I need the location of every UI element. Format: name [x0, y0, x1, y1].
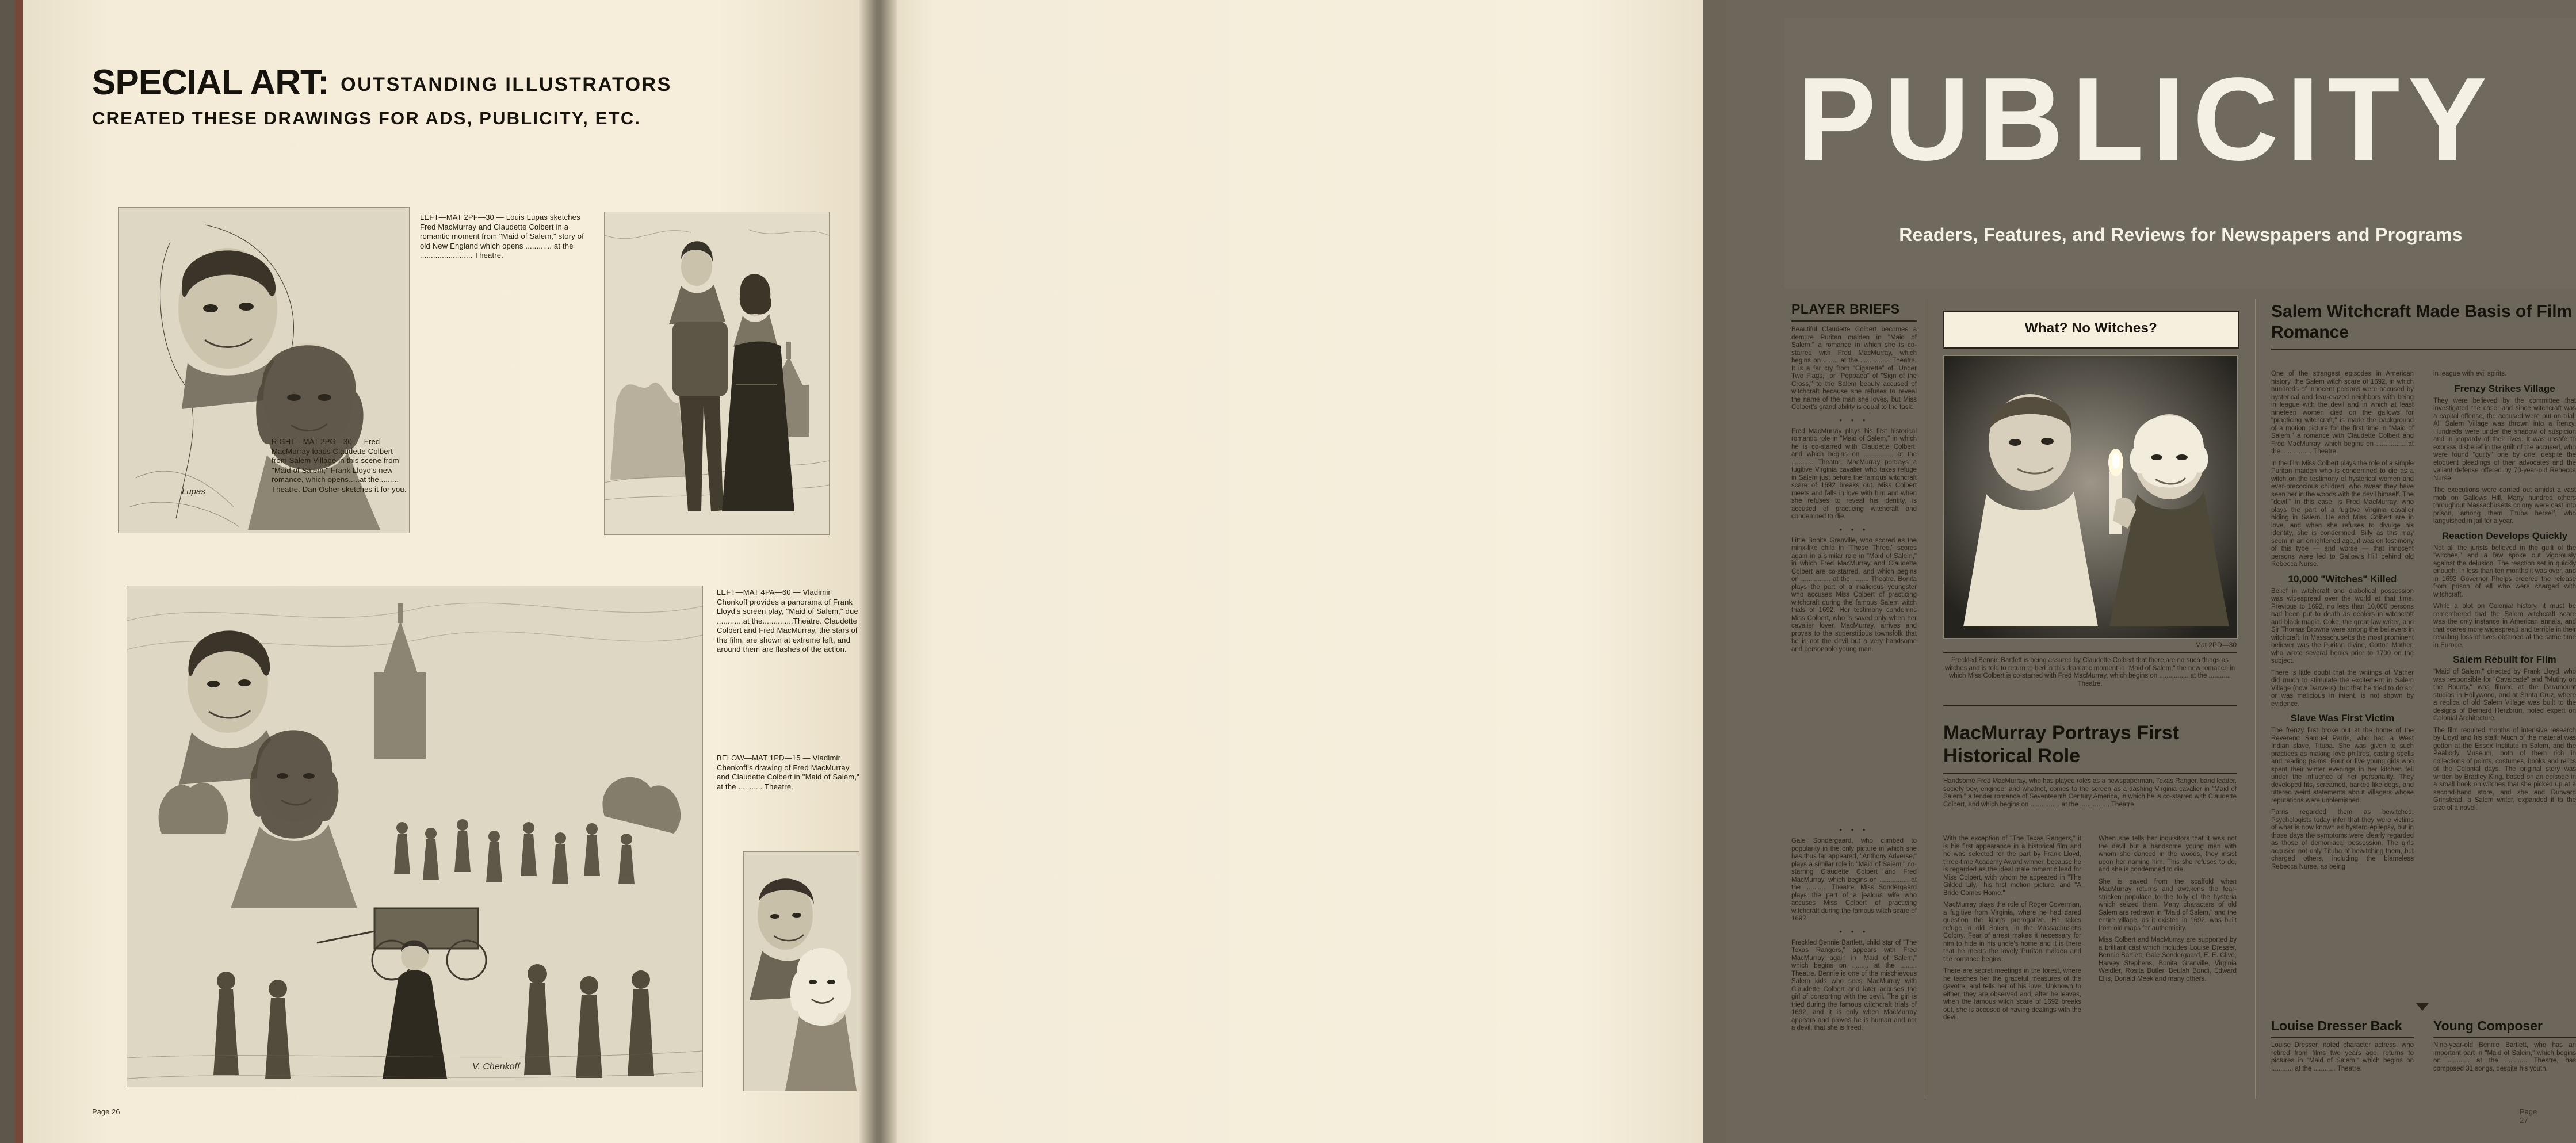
- salem-heading-frenzy: Frenzy Strikes Village: [2454, 383, 2555, 394]
- player-briefs-section: [1791, 301, 1917, 657]
- salem-title-underline: [2271, 349, 2576, 350]
- masthead-title: PUBLICITY: [1797, 53, 2495, 185]
- salem-heading-rebuilt: Salem Rebuilt for Film: [2453, 654, 2556, 665]
- salem-heading-10000: 10,000 "Witches" Killed: [2288, 573, 2397, 584]
- salem-sec9-text: "Maid of Salem," directed by Frank Lloyd, who was responsible for "Cavalcade" and "Mutiny on the Bounty," was filmed at the Paramount studios in Hollywood, and at Santa Cruz, where a replica of old Salem Village was built to the designs of Bernard Herzbrun, noted expert on Colonial Architecture.: [2433, 668, 2576, 722]
- paragraph-separator-4: • • •: [1839, 927, 1869, 936]
- young-composer-brief: [2433, 1018, 2576, 1077]
- paragraph-separator-2: • • •: [1839, 525, 1869, 534]
- salem-heading-slave: Slave Was First Victim: [2290, 713, 2395, 724]
- illustration-village-couple-svg: [605, 212, 829, 534]
- player-briefs-underline: [1791, 320, 1917, 322]
- salem-sec2-text: Belief in witchcraft and diabolical possession was widespread over the world at that time. Previous to 1692, no less than 10,000 persons had been put to death as dealers in witchcraft and black magic. Coke, the great law writer, and Sir Thomas Browne were among the believers in witchcraft. In Massachusetts the most prominent believer was the Puritan divine, Cotton Mather, who wrote several books prior to 1700 on the subject.: [2271, 587, 2414, 664]
- caption-right-2pg: RIGHT—MAT 2PG—30 — Fred MacMurray loads Claudette Colbert from Salem Village in this scene from "Maid of Salem," Frank Lloyd's new romance, which opens.....at the......... Theatre. Dan Osher sketches it for you.: [272, 437, 407, 494]
- louise-dresser-underline: [2271, 1037, 2414, 1038]
- publicity-masthead: [1784, 18, 2576, 289]
- illustration-couple-portrait-small: [743, 851, 859, 1091]
- paragraph-separator-3: • • •: [1839, 825, 1869, 834]
- photo-caption-rule-bottom: [1943, 705, 2237, 706]
- section-divider-triangle: [2416, 1003, 2429, 1011]
- macmurray-article: [1943, 721, 2237, 813]
- salem-lead: One of the strangest episodes in American history, the Salem witch scare of 1692, in which hundreds of innocent persons were accused by hysterical and fear-crazed neighbors with being in league with the devil and in which at least nineteen women died on the gallows for "practicing witchcraft," is made the background of a motion picture for the first time in "Maid of Salem," a romance with Claudette Colbert and Fred MacMurray, which begins on ................ at the ................ Theatre.: [2271, 370, 2414, 455]
- paragraph-separator-1: • • •: [1839, 415, 1869, 425]
- macmurray-p7: Miss Colbert and MacMurray are supported by a brilliant cast which includes Louise Dresser, Bennie Bartlett, Gale Sondergaard, E. E. Clive, Harvey Stephens, Bonita Granville, Virginia Weidler, Rosita Butler, Beulah Bondi, Edward Ellis, Donald Meek and many others.: [2099, 936, 2237, 983]
- player-briefs-p4: Gale Sondergaard, who climbed to popularity in the only picture in which she has thus far appeared, "Anthony Adverse," plays a similar role in "Maid of Salem," co-starring Claudette Colbert and Fred MacMurray, which begins on ................ at the ............ Theatre. Miss Sondergaard plays the part of a jealous wife who accuses Miss Colbert of practicing witchcraft during the famous witch scare of 1692.: [1791, 838, 1917, 922]
- caption-left-4pa: LEFT—MAT 4PA—60 — Vladimir Chenkoff provides a panorama of Frank Lloyd's screen play, "Maid of Salem," due ............at the..............Theatre. Claudette Colbert and Fred MacMurray, the stars of the film, are shown at extreme left, and around them are flashes of the action.: [717, 588, 858, 653]
- photo-credit: Mat 2PD—30: [2195, 641, 2237, 649]
- young-composer-text: Nine-year-old Bennie Bartlett, who has an important part in "Maid of Salem," which begins on ............ at the ............ Theatre, has composed 31 songs, despite his youth.: [2433, 1042, 2576, 1072]
- salem-sec8-text: Parris regarded them as bewitched. Psychologists today infer that they were victims of what is now known as hystero-epilepsy, but in those days the symptoms were clearly regarded as those of demoniacal possession. The girls accused not only Tituba of bewitching them, but charged others, including the blameless Rebecca Nurse, as being: [2271, 809, 2414, 870]
- page-number-left: Page 26: [92, 1107, 120, 1116]
- salem-sec1-text: They were believed by the committee that investigated the case, and since witchcraft was a capital offense, the accused were put on trial. All Salem Village was thrown into a frenzy. Hundreds were under the shadow of suspicion and in jeopardy of their lives. It was unsafe to express disbelief in the guilt of the accused, who were found "guilty" one by one, despite the eloquent pleadings of their advocates and the valiant defense offered by 70-year-old Rebecca Nurse.: [2433, 397, 2576, 482]
- salem-heading-reaction: Reaction Develops Quickly: [2441, 530, 2568, 541]
- photo-caption: Freckled Bennie Bartlett is being assured by Claudette Colbert that there are no such things as witches and is told to return to bed in this dramatic moment in "Maid of Salem," the new romance in which Miss Colbert is co-starred with Fred MacMurray, which begins on ................ at the ............ Theatre.: [1944, 657, 2235, 687]
- column-rule-2: [2255, 299, 2256, 1099]
- salem-sec5-text: Not all the jurists believed in the guilt of the "witches," and a few spoke out vigorously against the delusion. The reaction set in quickly enough. In less than ten months it was over, and in 1693 Governor Phelps ordered the release from prison of all who were charged with witchcraft.: [2433, 544, 2576, 598]
- page-left: [23, 0, 886, 1143]
- salem-sec0-text: In the film Miss Colbert plays the role of a simple Puritan maiden who is condemned to die as a witch on the testimony of hysterical women and ever-precocious children, who swear they have seen her in the woods with the devil himself. The "devil," in this case, is Fred MacMurray, who plays the part of a fugitive Virginia cavalier hiding in Salem. He and Miss Colbert are in love, and when she refuses to divulge his identity, she is condemned. Silly as this may seem in an enlightened age, it was on testimony of this type — and worse — that innocent persons were led to Gallow's Hill behind old Rebecca Nurse.: [2271, 460, 2414, 568]
- caption-below-1pd: BELOW—MAT 1PD—15 — Vladimir Chenkoff's drawing of Fred MacMurray and Claudette Colbert in "Maid of Salem," at the ........... Theatre.: [717, 754, 859, 791]
- page-right: [886, 0, 2576, 1143]
- salem-col-right: [2433, 370, 2576, 816]
- illustration-village-couple: [604, 212, 830, 535]
- macmurray-p6: She is saved from the scaffold when MacMurray returns and awakens the fear-stricken populace to the folly of the hysteria which seized them. Many characters of old Salem are redrawn in "Maid of Salem," and the entire village, as it existed in 1692, was built from old maps for authenticity.: [2099, 878, 2237, 932]
- special-art-headline-sub: OUTSTANDING ILLUSTRATORS: [341, 74, 672, 95]
- macmurray-article-title: MacMurray Portrays First Historical Role: [1943, 722, 2180, 767]
- special-art-headline: [92, 62, 857, 103]
- young-composer-title: Young Composer: [2433, 1018, 2543, 1033]
- illustration-panorama-salem: [127, 586, 703, 1087]
- salem-sec10-text: The film required months of intensive research by Lloyd and his staff. Much of the material was gotten at the Essex Institute in Salem, and the Peabody Museum, both of them rich in collections of points, costumes, books and relics of the Colonial days. The original story was written by Bradley King, based on an episode in a small book on witches that she picked up at a second-hand store, and she and Durward Grinstead, a Salem writer, expanded it to the size of a novel.: [2433, 727, 2576, 812]
- salem-sec6-text: The frenzy first broke out at the home of the Reverend Samuel Parris, who had a West Indian slave, Tituba. She was given to such practices as making love philtres, casting spells and reading palms. Four or five young girls who spent their winter evenings in her kitchen fell under the influence of her personality. They developed fits, screamed, barked like dogs, and uttered weird statements about villagers whose reputations were unblemished.: [2271, 727, 2414, 804]
- page-gutter: [859, 0, 897, 1143]
- illustration-signature-chenkoff: V. Chenkoff: [472, 1062, 520, 1072]
- macmurray-p5: When she tells her inquisitors that it was not the devil but a handsome young man with whom she danced in the woods, they insist upon her naming him. This she refuses to do, and she is condemned to die.: [2099, 835, 2237, 873]
- macmurray-p2: With the exception of "The Texas Rangers," it is his first appearance in a historical film and he was selected for the part by Frank Lloyd, three-time Academy Award winner, because he is regarded as the ideal male romantic lead for Miss Colbert, with whom he appeared in "The Gilded Lily," his first motion picture, and "A Bride Comes Home.": [1943, 835, 2081, 897]
- illustration-couple-portrait-small-svg: [744, 852, 859, 1091]
- young-composer-underline: [2433, 1037, 2576, 1038]
- what-no-witches-box: [1943, 311, 2239, 349]
- macmurray-subcol-left: [1943, 835, 2081, 1026]
- player-briefs-p3: Little Bonita Granville, who scored as the minx-like child in "These Three," scores again in a similar role in "Maid of Salem," in which Fred MacMurray and Claudette Colbert are co-starred, and which begins on ................ at the ......... Theatre. Bonita plays the part of a malicious youngster who accuses Miss Colbert of practicing witchcraft during the famous Salem witch trials of 1692. Her testimony condemns Miss Colbert, who is saved only when her cavalier lover, MacMurray, arrives and proves to the superstitious townsfolk that he is not the devil but a very handsome and personable young man.: [1791, 537, 1917, 653]
- salem-sec4-text: There is little doubt that the writings of Mather did much to stimulate the excitement in Salem Village (now Danvers), but that he tried to do so, or was malicious in intent, is not shown by evidence.: [2271, 669, 2414, 708]
- page-number-right: Page 27: [2520, 1107, 2537, 1125]
- louise-dresser-title: Louise Dresser Back: [2271, 1018, 2402, 1033]
- salem-article: [2271, 301, 2576, 353]
- player-briefs-title: PLAYER BRIEFS: [1791, 301, 1900, 316]
- player-briefs-p2: Fred MacMurray plays his first historical romantic role in "Maid of Salem," in which he is co-starred with Claudette Colbert, and which begins on ................ at the ............ Theatre. MacMurray portrays a fugitive Virginia cavalier who takes refuge in Salem just before the famous witchcraft scare of 1692 breaks out. Miss Colbert meets and falls in love with him and when she refuses to reveal his identity, is accused of practicing witchcraft and condemned to die.: [1791, 427, 1917, 520]
- macmurray-p3: MacMurray plays the role of Roger Coverman, a fugitive from Virginia, where he had dared question the king's prerogative. He takes refuge in old Salem, in the Massachusetts Colony. Fear of arrest makes it necessary for him to hide in his uncle's home and it is there that he meets the lovely Puritan maiden and the romance begins.: [1943, 901, 2081, 963]
- macmurray-p1: Handsome Fred MacMurray, who has played roles as a newspaperman, Texas Ranger, band leader, society boy, engineer and whatnot, comes to the screen as a dashing Virginia cavalier in "Maid of Salem," a tender romance of Seventeenth Century America, in which he is co-starred with Claudette Colbert, and which begins on ................ at the ................ Theatre.: [1943, 778, 2237, 808]
- caption-left-2pf: LEFT—MAT 2PF—30 — Louis Lupas sketches Fred MacMurray and Claudette Colbert in a romantic moment from "Maid of Salem," story of old New England which opens ............ at the ........................ Theatre.: [420, 213, 584, 259]
- special-art-headline-line2: CREATED THESE DRAWINGS FOR ADS, PUBLICITY, ETC.: [92, 108, 641, 128]
- macmurray-title-underline: [1943, 773, 2237, 774]
- player-briefs-p1: Beautiful Claudette Colbert becomes a demure Puritan maiden in "Maid of Salem," a romance in which she is co-starred with Fred MacMurray, which begins on ........ at the ................ Theatre. It is a far cry from "Cigarette" of "Under Two Flags," or "Poppaea" of "Sign of the Cross," to the Salem beauty accused of witchcraft because she refuses to reveal the name of the man she loves, but Miss Colbert's grand ability is equal to the task.: [1791, 326, 1917, 411]
- salem-article-title: Salem Witchcraft Made Basis of Film Romance: [2271, 302, 2573, 342]
- illustration-panorama-svg: [127, 586, 702, 1087]
- illustration-signature-lupas: Lupas: [182, 487, 205, 496]
- player-briefs-section-lower: [1791, 823, 1917, 1037]
- masthead-tagline: Readers, Features, and Reviews for Newspapers and Programs: [1899, 224, 2463, 245]
- salem-lead-tail: in league with evil spirits.: [2433, 370, 2507, 377]
- photo-caption-rule-top: [1943, 652, 2237, 653]
- louise-dresser-brief: [2271, 1018, 2414, 1077]
- player-briefs-p5: Freckled Bennie Bartlett, child star of "The Texas Rangers," appears with Fred MacMurray again in "Maid of Salem," which begins on ......... at the ......... Theatre. Bennie is one of the mischievous Salem kids who sees MacMurray with Claudette Colbert and later accuses the girl of consorting with the devil. The girl is tried during the famous witchcraft trials of 1692, and it is only when MacMurray appears and proves he is human and not a devil, that she is freed.: [1791, 939, 1917, 1031]
- salem-sec7-text: While a blot on Colonial history, it must be remembered that the Salem witchcraft scare was the only instance in American annals, and that scares more widespread and terrible in their resulting loss of lives obtained at the same time in Europe.: [2433, 603, 2576, 649]
- salem-sec3-text: The executions were carried out amidst a vast mob on Gallows Hill. Many hundred others throughout Massachusetts colony were cast into prison, among them Tituba herself, who languished in jail for a year.: [2433, 487, 2576, 525]
- louise-dresser-text: Louise Dresser, noted character actress, who retired from films two years ago, returns to pictures in "Maid of Salem," which begins on ............ at the ............ Theatre.: [2271, 1042, 2414, 1072]
- what-no-witches-title: What? No Witches?: [2024, 320, 2158, 336]
- photo-bennie-and-colbert: [1943, 355, 2238, 639]
- macmurray-p4: There are secret meetings in the forest, where he teaches her the graceful measures of the gavotte, and tells her of his love. Unknown to either, they are observed and, after he leaves, when the famous witch scare of 1692 breaks out, she is accused of having dealings with the devil.: [1943, 968, 2081, 1021]
- photo-bennie-and-colbert-svg: [1944, 356, 2237, 638]
- salem-col-left: [2271, 370, 2414, 875]
- special-art-headline-main: SPECIAL ART:: [92, 63, 329, 102]
- page-edge-right: [1703, 0, 1726, 1143]
- macmurray-subcol-right: [2099, 835, 2237, 987]
